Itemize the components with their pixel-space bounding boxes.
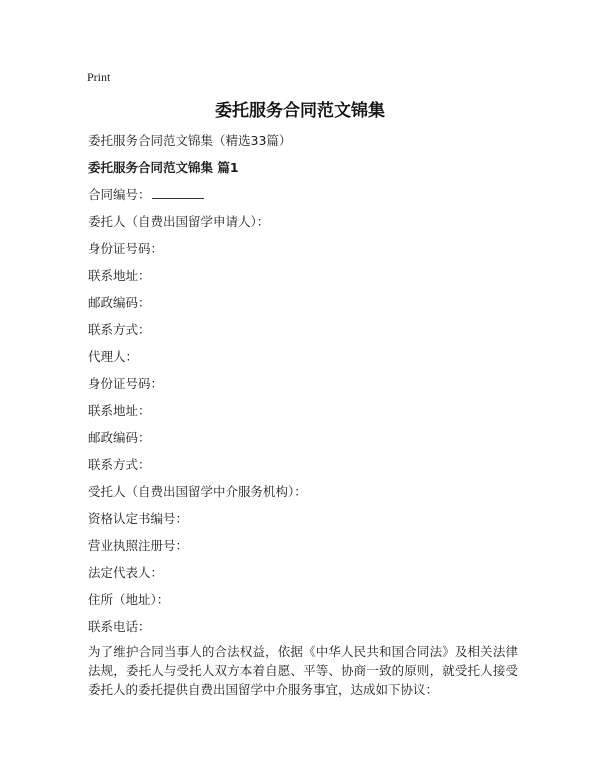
field-client-contact: 联系方式： [88,322,151,337]
field-agent-postcode: 邮政编码： [88,430,151,445]
field-agent-id-number: 身份证号码： [88,376,164,391]
contract-number-blank [152,187,204,199]
field-client-id-number: 身份证号码： [88,241,164,256]
print-label: Print [87,70,111,84]
document-subtitle: 委托服务合同范文锦集（精选33篇） [88,133,292,148]
field-agent: 代理人： [88,349,139,364]
field-qualification-cert-no: 资格认定书编号： [88,511,189,526]
field-phone: 联系电话： [88,619,151,634]
contract-number-row [88,187,204,203]
contract-number-label: 合同编号： [88,187,151,202]
field-client-address: 联系地址： [88,268,151,283]
field-client: 委托人（自费出国留学申请人）： [88,214,270,229]
section-heading: 委托服务合同范文锦集 篇1 [88,160,239,175]
document-title: 委托服务合同范文锦集 [215,101,385,121]
field-trustee: 受托人（自费出国留学中介服务机构）： [88,484,307,499]
field-agent-contact: 联系方式： [88,457,151,472]
field-agent-address: 联系地址： [88,403,151,418]
field-client-postcode: 邮政编码： [88,295,151,310]
field-residence-address: 住所（地址）： [88,592,170,607]
field-business-license-no: 营业执照注册号： [88,538,189,553]
agreement-paragraph: 为了维护合同当事人的合法权益，依据《中华人民共和国合同法》及相关法律法规，委托人与受托人双方本着自愿、平等、协商一致的原则，就受托人接受委托人的委托提供自费出国留学中介服务事宜，达成如下协议： [88,644,518,697]
field-legal-representative: 法定代表人： [88,565,164,580]
